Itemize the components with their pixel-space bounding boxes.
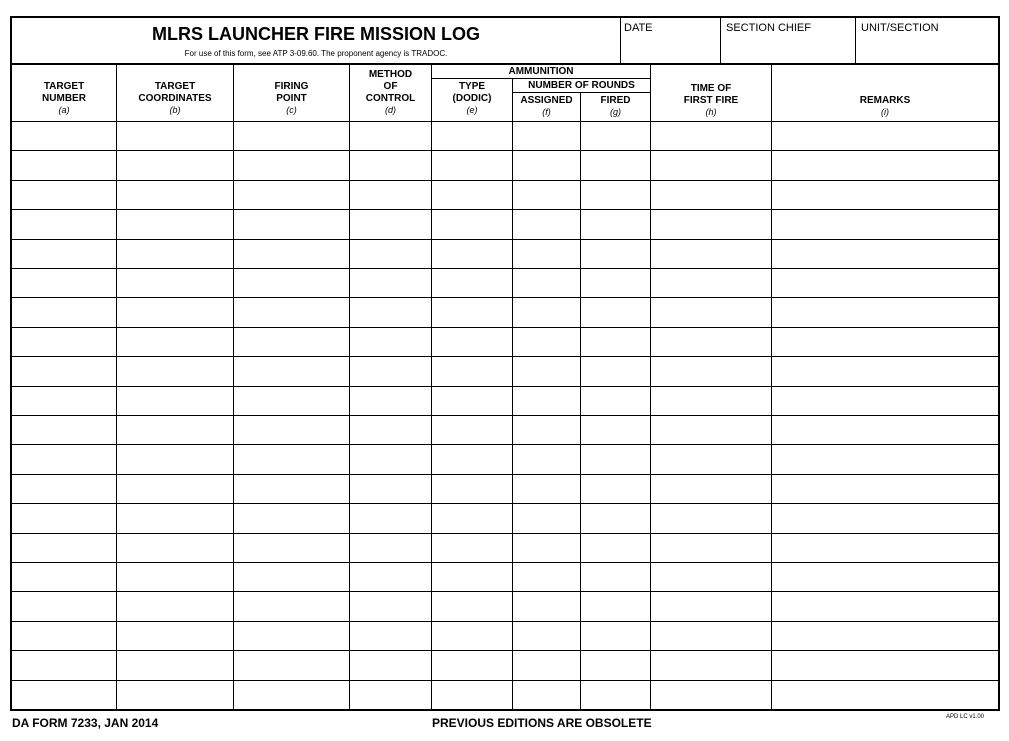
column-header-type-dodic: TYPE (DODIC) (e) [452, 81, 492, 115]
remarks-field[interactable] [772, 592, 998, 620]
target-number-field[interactable] [13, 122, 116, 150]
target-coordinates-field[interactable] [117, 151, 233, 179]
column-header-fired: FIRED (g) [600, 95, 631, 117]
time-of-first-fire-field[interactable] [651, 151, 771, 179]
method-of-control-field[interactable] [350, 357, 431, 385]
target-coordinates-field[interactable] [117, 210, 233, 238]
rounds-assigned-field[interactable] [513, 269, 580, 297]
target-number-field[interactable] [13, 181, 116, 209]
type-dodic-field[interactable] [432, 534, 512, 562]
type-dodic-field[interactable] [432, 651, 512, 679]
time-of-first-fire-field[interactable] [651, 269, 771, 297]
rounds-assigned-field[interactable] [513, 240, 580, 268]
fire-mission-log-form [10, 16, 1000, 711]
target-coordinates-field[interactable] [117, 534, 233, 562]
time-of-first-fire-field[interactable] [651, 475, 771, 503]
type-dodic-field[interactable] [432, 387, 512, 415]
time-of-first-fire-field[interactable] [651, 328, 771, 356]
time-of-first-fire-field[interactable] [651, 651, 771, 679]
type-dodic-field[interactable] [432, 592, 512, 620]
target-number-field[interactable] [13, 651, 116, 679]
method-of-control-field[interactable] [350, 534, 431, 562]
firing-point-field[interactable] [234, 269, 349, 297]
remarks-field[interactable] [772, 240, 998, 268]
rounds-fired-field[interactable] [581, 475, 650, 503]
method-of-control-field[interactable] [350, 210, 431, 238]
rounds-fired-field[interactable] [581, 504, 650, 532]
remarks-field[interactable] [772, 651, 998, 679]
type-dodic-field[interactable] [432, 240, 512, 268]
target-number-field[interactable] [13, 504, 116, 532]
target-number-field[interactable] [13, 534, 116, 562]
type-dodic-field[interactable] [432, 357, 512, 385]
method-of-control-field[interactable] [350, 240, 431, 268]
target-coordinates-field[interactable] [117, 592, 233, 620]
type-dodic-field[interactable] [432, 122, 512, 150]
method-of-control-field[interactable] [350, 651, 431, 679]
target-number-field[interactable] [13, 563, 116, 591]
method-of-control-field[interactable] [350, 475, 431, 503]
unit-section-label: UNIT/SECTION [861, 22, 939, 34]
rounds-fired-field[interactable] [581, 210, 650, 238]
rounds-fired-field[interactable] [581, 357, 650, 385]
rounds-fired-field[interactable] [581, 269, 650, 297]
target-number-field[interactable] [13, 298, 116, 326]
target-coordinates-field[interactable] [117, 651, 233, 679]
method-of-control-field[interactable] [350, 445, 431, 473]
rounds-assigned-field[interactable] [513, 504, 580, 532]
column-header-target-coordinates: TARGET COORDINATES (b) [138, 81, 212, 115]
obsolete-notice: PREVIOUS EDITIONS ARE OBSOLETE [432, 716, 652, 730]
time-of-first-fire-field[interactable] [651, 622, 771, 650]
firing-point-field[interactable] [234, 357, 349, 385]
rounds-assigned-field[interactable] [513, 681, 580, 709]
rounds-assigned-field[interactable] [513, 416, 580, 444]
unit-section-field[interactable] [856, 34, 998, 63]
date-field[interactable] [621, 34, 720, 63]
divider [12, 63, 998, 65]
column-header-remarks: REMARKS (i) [859, 95, 911, 117]
rounds-assigned-field[interactable] [513, 181, 580, 209]
target-coordinates-field[interactable] [117, 122, 233, 150]
time-of-first-fire-field[interactable] [651, 504, 771, 532]
remarks-field[interactable] [772, 534, 998, 562]
time-of-first-fire-field[interactable] [651, 357, 771, 385]
target-coordinates-field[interactable] [117, 416, 233, 444]
method-of-control-field[interactable] [350, 592, 431, 620]
target-number-field[interactable] [13, 240, 116, 268]
remarks-field[interactable] [772, 563, 998, 591]
time-of-first-fire-field[interactable] [651, 387, 771, 415]
rounds-fired-field[interactable] [581, 534, 650, 562]
firing-point-field[interactable] [234, 534, 349, 562]
method-of-control-field[interactable] [350, 416, 431, 444]
target-number-field[interactable] [13, 269, 116, 297]
type-dodic-field[interactable] [432, 475, 512, 503]
type-dodic-field[interactable] [432, 151, 512, 179]
remarks-field[interactable] [772, 181, 998, 209]
rounds-fired-field[interactable] [581, 416, 650, 444]
remarks-field[interactable] [772, 445, 998, 473]
remarks-field[interactable] [772, 269, 998, 297]
rounds-fired-field[interactable] [581, 622, 650, 650]
type-dodic-field[interactable] [432, 210, 512, 238]
target-number-field[interactable] [13, 622, 116, 650]
remarks-field[interactable] [772, 387, 998, 415]
method-of-control-field[interactable] [350, 298, 431, 326]
remarks-field[interactable] [772, 622, 998, 650]
rounds-assigned-field[interactable] [513, 298, 580, 326]
divider [432, 78, 650, 79]
target-number-field[interactable] [13, 592, 116, 620]
firing-point-field[interactable] [234, 622, 349, 650]
firing-point-field[interactable] [234, 151, 349, 179]
rounds-assigned-field[interactable] [513, 357, 580, 385]
type-dodic-field[interactable] [432, 681, 512, 709]
method-of-control-field[interactable] [350, 122, 431, 150]
rounds-assigned-field[interactable] [513, 563, 580, 591]
type-dodic-field[interactable] [432, 298, 512, 326]
firing-point-field[interactable] [234, 592, 349, 620]
target-coordinates-field[interactable] [117, 681, 233, 709]
type-dodic-field[interactable] [432, 181, 512, 209]
target-number-field[interactable] [13, 445, 116, 473]
firing-point-field[interactable] [234, 240, 349, 268]
divider [512, 92, 650, 93]
section-chief-label: SECTION CHIEF [726, 22, 811, 34]
rounds-assigned-field[interactable] [513, 387, 580, 415]
rounds-fired-field[interactable] [581, 240, 650, 268]
time-of-first-fire-field[interactable] [651, 298, 771, 326]
firing-point-field[interactable] [234, 475, 349, 503]
type-dodic-field[interactable] [432, 328, 512, 356]
target-number-field[interactable] [13, 681, 116, 709]
target-coordinates-field[interactable] [117, 387, 233, 415]
rounds-fired-field[interactable] [581, 592, 650, 620]
rounds-fired-field[interactable] [581, 681, 650, 709]
method-of-control-field[interactable] [350, 387, 431, 415]
firing-point-field[interactable] [234, 681, 349, 709]
rounds-assigned-field[interactable] [513, 151, 580, 179]
rounds-fired-field[interactable] [581, 651, 650, 679]
firing-point-field[interactable] [234, 445, 349, 473]
firing-point-field[interactable] [234, 563, 349, 591]
target-coordinates-field[interactable] [117, 181, 233, 209]
firing-point-field[interactable] [234, 504, 349, 532]
method-of-control-field[interactable] [350, 181, 431, 209]
rounds-assigned-field[interactable] [513, 210, 580, 238]
rounds-assigned-field[interactable] [513, 122, 580, 150]
remarks-field[interactable] [772, 357, 998, 385]
target-number-field[interactable] [13, 151, 116, 179]
firing-point-field[interactable] [234, 210, 349, 238]
time-of-first-fire-field[interactable] [651, 592, 771, 620]
rounds-assigned-field[interactable] [513, 622, 580, 650]
firing-point-field[interactable] [234, 298, 349, 326]
rounds-assigned-field[interactable] [513, 328, 580, 356]
rounds-assigned-field[interactable] [513, 445, 580, 473]
form-subtitle: For use of this form, see ATP 3-09.60. The proponent agency is TRADOC. [184, 49, 448, 58]
method-of-control-field[interactable] [350, 622, 431, 650]
time-of-first-fire-field[interactable] [651, 563, 771, 591]
target-number-field[interactable] [13, 328, 116, 356]
rounds-assigned-field[interactable] [513, 475, 580, 503]
method-of-control-field[interactable] [350, 328, 431, 356]
target-number-field[interactable] [13, 475, 116, 503]
remarks-field[interactable] [772, 298, 998, 326]
rounds-fired-field[interactable] [581, 563, 650, 591]
time-of-first-fire-field[interactable] [651, 240, 771, 268]
firing-point-field[interactable] [234, 651, 349, 679]
target-coordinates-field[interactable] [117, 240, 233, 268]
target-coordinates-field[interactable] [117, 357, 233, 385]
method-of-control-field[interactable] [350, 504, 431, 532]
time-of-first-fire-field[interactable] [651, 122, 771, 150]
rounds-assigned-field[interactable] [513, 651, 580, 679]
target-number-field[interactable] [13, 210, 116, 238]
remarks-field[interactable] [772, 210, 998, 238]
column-header-assigned: ASSIGNED (f) [520, 95, 573, 117]
time-of-first-fire-field[interactable] [651, 210, 771, 238]
method-of-control-field[interactable] [350, 563, 431, 591]
column-header-number-of-rounds: NUMBER OF ROUNDS [528, 80, 635, 91]
form-number: DA FORM 7233, JAN 2014 [12, 716, 159, 730]
time-of-first-fire-field[interactable] [651, 534, 771, 562]
target-coordinates-field[interactable] [117, 445, 233, 473]
remarks-field[interactable] [772, 475, 998, 503]
remarks-field[interactable] [772, 681, 998, 709]
target-coordinates-field[interactable] [117, 475, 233, 503]
column-header-ammunition: AMMUNITION [508, 66, 574, 77]
rounds-fired-field[interactable] [581, 151, 650, 179]
form-title: MLRS LAUNCHER FIRE MISSION LOG [152, 24, 480, 44]
form-version: APD LC v1.00 [946, 714, 985, 720]
time-of-first-fire-field[interactable] [651, 416, 771, 444]
firing-point-field[interactable] [234, 328, 349, 356]
target-number-field[interactable] [13, 416, 116, 444]
type-dodic-field[interactable] [432, 445, 512, 473]
target-coordinates-field[interactable] [117, 622, 233, 650]
column-header-method-of-control: METHOD OF CONTROL (d) [365, 69, 416, 115]
rounds-fired-field[interactable] [581, 122, 650, 150]
type-dodic-field[interactable] [432, 416, 512, 444]
rounds-assigned-field[interactable] [513, 534, 580, 562]
type-dodic-field[interactable] [432, 504, 512, 532]
firing-point-field[interactable] [234, 416, 349, 444]
time-of-first-fire-field[interactable] [651, 181, 771, 209]
method-of-control-field[interactable] [350, 681, 431, 709]
column-header-time-of-first-fire: TIME OF FIRST FIRE (h) [683, 83, 739, 117]
target-number-field[interactable] [13, 387, 116, 415]
rounds-fired-field[interactable] [581, 181, 650, 209]
remarks-field[interactable] [772, 151, 998, 179]
firing-point-field[interactable] [234, 122, 349, 150]
type-dodic-field[interactable] [432, 269, 512, 297]
section-chief-field[interactable] [721, 34, 855, 63]
date-label: DATE [624, 22, 653, 34]
rounds-fired-field[interactable] [581, 445, 650, 473]
firing-point-field[interactable] [234, 181, 349, 209]
target-number-field[interactable] [13, 357, 116, 385]
rounds-fired-field[interactable] [581, 298, 650, 326]
column-header-target-number: TARGET NUMBER (a) [42, 81, 86, 115]
type-dodic-field[interactable] [432, 622, 512, 650]
remarks-field[interactable] [772, 328, 998, 356]
firing-point-field[interactable] [234, 387, 349, 415]
remarks-field[interactable] [772, 504, 998, 532]
rounds-assigned-field[interactable] [513, 592, 580, 620]
type-dodic-field[interactable] [432, 563, 512, 591]
method-of-control-field[interactable] [350, 151, 431, 179]
remarks-field[interactable] [772, 416, 998, 444]
target-coordinates-field[interactable] [117, 298, 233, 326]
target-coordinates-field[interactable] [117, 504, 233, 532]
target-coordinates-field[interactable] [117, 563, 233, 591]
rounds-fired-field[interactable] [581, 328, 650, 356]
rounds-fired-field[interactable] [581, 387, 650, 415]
time-of-first-fire-field[interactable] [651, 445, 771, 473]
target-coordinates-field[interactable] [117, 328, 233, 356]
target-coordinates-field[interactable] [117, 269, 233, 297]
column-header-firing-point: FIRING POINT (c) [274, 81, 309, 115]
time-of-first-fire-field[interactable] [651, 681, 771, 709]
method-of-control-field[interactable] [350, 269, 431, 297]
remarks-field[interactable] [772, 122, 998, 150]
